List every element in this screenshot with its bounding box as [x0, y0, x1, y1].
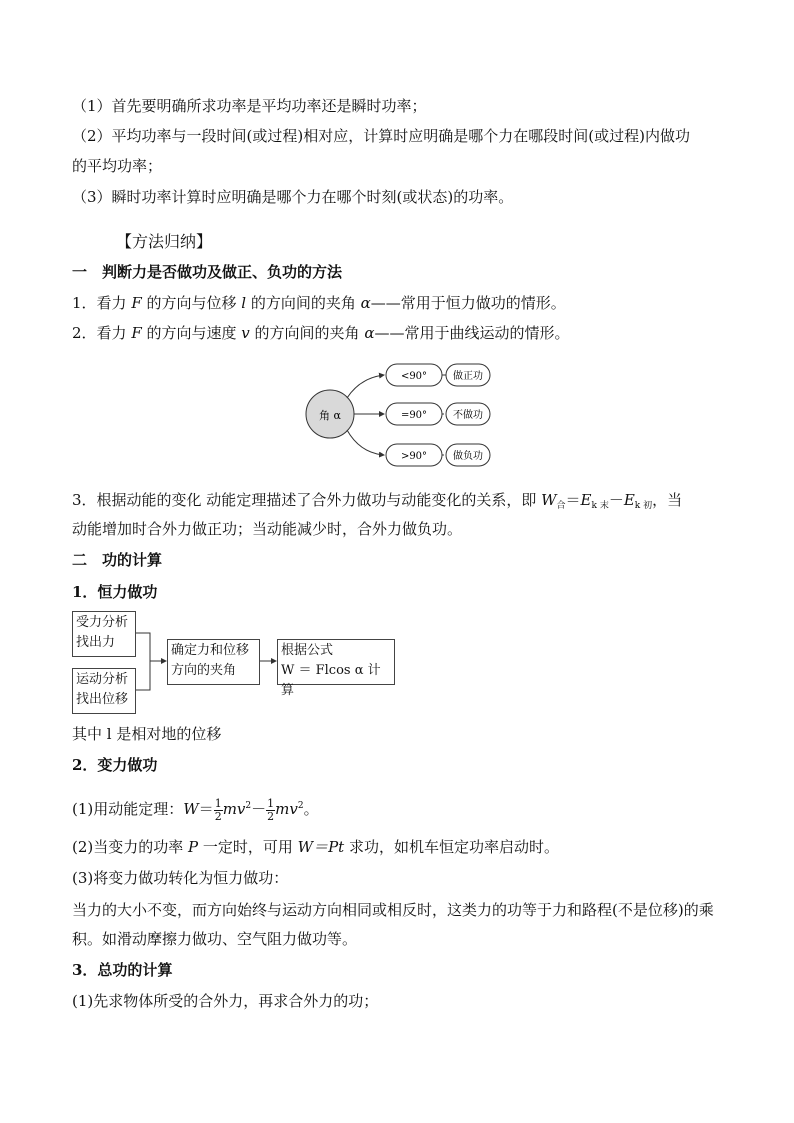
flow-box-motion-line1: 运动分析: [76, 672, 129, 687]
result-negative: 做负功: [453, 451, 483, 462]
note-2-line1: （2）平均功率与一段时间(或过程)相对应，计算时应明确是哪个力在哪段时间(或过程)内做功: [72, 127, 690, 145]
displacement-note: 其中 l 是相对地的位移: [72, 725, 222, 743]
flow-box-motion-line2: 找出位移: [76, 692, 129, 707]
fraction-half-1: $\frac{1}{2}$: [214, 796, 222, 823]
method-item-2: 2．看力 F 的方向与速度 v 的方向间的夹角 α——常用于曲线运动的情形。: [72, 324, 570, 342]
method-item-1: 1．看力 F 的方向与位移 l 的方向间的夹角 α——常用于恒力做功的情形。: [72, 294, 566, 312]
cond-equal: =90°: [400, 410, 428, 421]
result-positive: 做正功: [453, 371, 483, 382]
note-2-line2: 的平均功率；: [72, 157, 163, 175]
variable-force-method-2: (2)当变力的功率 P 一定时，可用 W＝Pt 求功，如机车恒定功率启动时。: [72, 838, 559, 856]
flow-box-formula-line1: 根据公式: [281, 643, 334, 658]
angle-label: 角 α: [319, 409, 341, 422]
method-item-3-line2: 动能增加时合外力做正功；当动能减少时，合外力做负功。: [72, 520, 463, 538]
total-work-title: 3．总功的计算: [72, 961, 173, 979]
method-item-3-line1: 3．根据动能的变化 动能定理描述了合外力做功与动能变化的关系，即 $W_合=E_{k 末}-E_{k 初}$，当: [72, 491, 683, 511]
flow-box-formula-line2: W ＝ Flcos α 计算: [281, 663, 381, 698]
flow-box-angle-line1: 确定力和位移: [171, 643, 250, 658]
variable-force-method-1: (1)用动能定理：W＝ $\frac{1}{2}$ $mv^2-$ $\frac{1}{2}$ $mv^2$。: [72, 796, 319, 823]
note-3: （3）瞬时功率计算时应明确是哪个力在哪个时刻(或状态)的功率。: [72, 188, 514, 206]
flow-box-force-line1: 受力分析: [76, 615, 129, 630]
variable-force-title: 2．变力做功: [72, 756, 158, 774]
variable-force-method-3-body: 当力的大小不变，而方向始终与运动方向相同或相反时，这类力的功等于力和路程(不是位移)的乘积。如滑动摩擦力做功、空气阻力做功等。: [72, 901, 714, 948]
section-1-title: 一 判断力是否做功及做正、负功的方法: [72, 263, 343, 281]
result-zero: 不做功: [453, 410, 483, 421]
note-1: （1）首先要明确所求功率是平均功率还是瞬时功率；: [72, 97, 427, 115]
angle-diagram: [300, 358, 500, 470]
cond-greater: >90°: [400, 451, 428, 462]
constant-force-title: 1．恒力做功: [72, 583, 158, 601]
flow-box-angle: [167, 639, 260, 685]
section-2-title: 二 功的计算: [72, 551, 163, 569]
flow-box-force-line2: 找出力: [76, 635, 116, 650]
flow-box-force: [72, 611, 136, 657]
cond-less: <90°: [400, 371, 428, 382]
variable-force-method-3: (3)将变力做功转化为恒力做功：: [72, 869, 289, 887]
total-work-method-1: (1)先求物体所受的合外力，再求合外力的功；: [72, 992, 379, 1010]
flow-box-formula: [277, 639, 395, 698]
method-heading: 【方法归纳】: [116, 232, 213, 251]
flow-box-angle-line2: 方向的夹角: [171, 663, 237, 678]
fraction-half-2: $\frac{1}{2}$: [267, 796, 275, 823]
flow-box-motion: [72, 668, 136, 714]
